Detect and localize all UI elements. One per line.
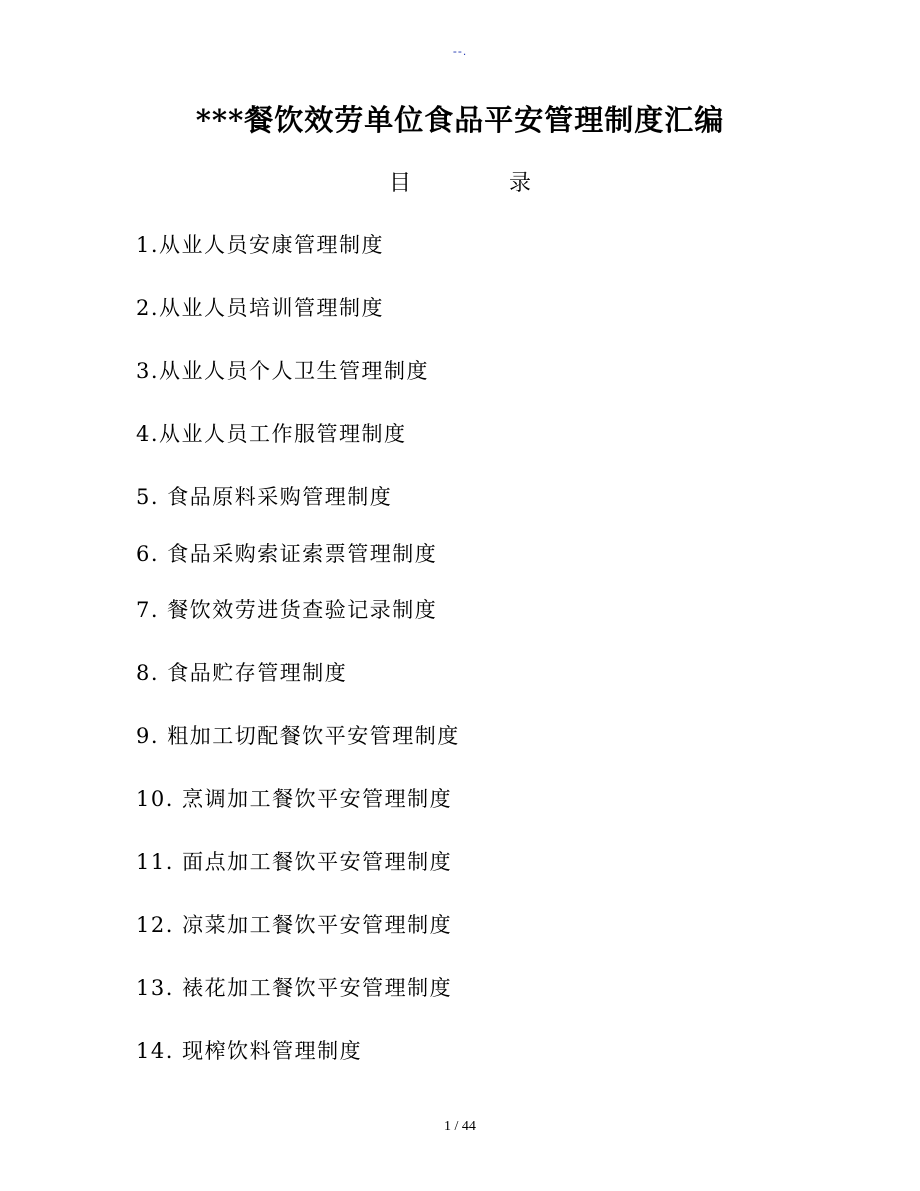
toc-item: 6. 食品采购索证索票管理制度 xyxy=(136,542,438,566)
toc-item: 13. 裱花加工餐饮平安管理制度 xyxy=(136,976,453,1000)
toc-item: 10. 烹调加工餐饮平安管理制度 xyxy=(136,787,453,811)
toc-heading-right: 录 xyxy=(509,171,532,196)
header-mark: --. xyxy=(452,44,468,58)
toc-item: 12. 凉菜加工餐饮平安管理制度 xyxy=(136,913,453,937)
toc-item: 9. 粗加工切配餐饮平安管理制度 xyxy=(136,724,460,748)
toc-item: 5. 食品原料采购管理制度 xyxy=(136,485,393,509)
toc-item: 2.从业人员培训管理制度 xyxy=(136,296,385,320)
document-title: ***餐饮效劳单位食品平安管理制度汇编 xyxy=(195,103,725,137)
toc-item: 3.从业人员个人卫生管理制度 xyxy=(136,359,430,383)
toc-heading xyxy=(0,166,920,197)
toc-item: 8. 食品贮存管理制度 xyxy=(136,661,348,685)
toc-heading-left: 目 xyxy=(388,171,411,196)
toc-item: 7. 餐饮效劳进货查验记录制度 xyxy=(136,598,438,622)
toc-item: 11. 面点加工餐饮平安管理制度 xyxy=(136,850,453,874)
toc-item: 1.从业人员安康管理制度 xyxy=(136,233,385,257)
page-number: 1 / 44 xyxy=(444,1119,476,1134)
toc-item: 4.从业人员工作服管理制度 xyxy=(136,422,407,446)
toc-item: 14. 现榨饮料管理制度 xyxy=(136,1039,363,1063)
